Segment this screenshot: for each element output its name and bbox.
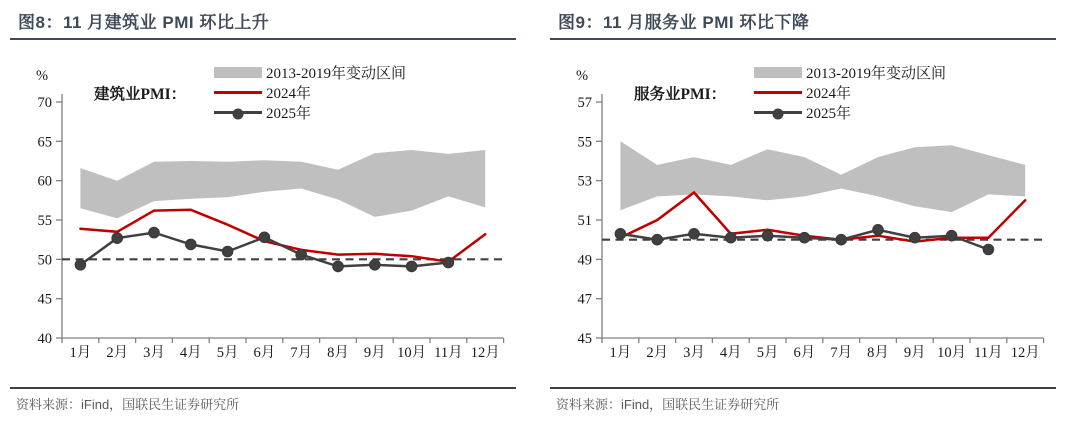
svg-text:3月: 3月 — [143, 345, 165, 361]
legend-item-2025 — [754, 102, 946, 122]
svg-text:5月: 5月 — [216, 345, 239, 361]
legend-item-2024 — [754, 82, 946, 102]
svg-text:47: 47 — [577, 291, 592, 308]
legend-label: 2013-2019年变动区间 — [806, 65, 946, 82]
svg-text:1月: 1月 — [69, 345, 92, 361]
series-label: 建筑业PMI： — [94, 86, 187, 103]
svg-text:7月: 7月 — [830, 345, 853, 361]
svg-text:9月: 9月 — [903, 345, 926, 361]
svg-text:%: % — [35, 68, 49, 84]
line-2024-swatch-icon — [754, 91, 802, 94]
svg-text:4月: 4月 — [719, 345, 742, 361]
legend-label: 2024年 — [266, 85, 312, 102]
source-text: 资料来源：iFind，国联民生证券研究所 — [16, 397, 240, 412]
svg-text:57: 57 — [577, 95, 592, 111]
svg-text:9月: 9月 — [363, 345, 386, 361]
legend-label: 2025年 — [806, 105, 852, 122]
svg-text:51: 51 — [577, 213, 592, 229]
figure-title: 图9：11 月服务业 PMI 环比下降 — [550, 6, 1056, 40]
svg-text:6月: 6月 — [253, 345, 276, 361]
svg-text:12月: 12月 — [1010, 345, 1040, 361]
source-divider — [550, 387, 1056, 389]
svg-text:2月: 2月 — [106, 345, 129, 361]
svg-text:11月: 11月 — [434, 345, 463, 361]
figure-title: 图8：11 月建筑业 PMI 环比上升 — [10, 6, 516, 40]
legend-item-2024 — [214, 82, 406, 102]
svg-text:53: 53 — [577, 173, 592, 190]
svg-text:10月: 10月 — [937, 345, 967, 361]
legend-item-band — [754, 62, 946, 82]
source-divider — [10, 387, 516, 389]
svg-text:55: 55 — [37, 213, 52, 229]
legend-label: 2013-2019年变动区间 — [266, 65, 406, 82]
svg-text:11月: 11月 — [974, 345, 1003, 361]
construction-pmi-chart — [8, 52, 528, 374]
svg-text:65: 65 — [37, 134, 52, 151]
band-swatch-icon — [214, 67, 262, 78]
svg-text:45: 45 — [577, 331, 592, 347]
legend-item-band — [214, 62, 406, 82]
series-label: 服务业PMI： — [634, 86, 727, 103]
svg-text:8月: 8月 — [867, 345, 889, 361]
svg-text:55: 55 — [577, 134, 592, 151]
svg-text:4月: 4月 — [179, 345, 202, 361]
svg-text:%: % — [575, 68, 589, 84]
svg-text:3月: 3月 — [683, 345, 705, 361]
svg-text:50: 50 — [37, 252, 52, 269]
figure-panel-services-pmi — [540, 0, 1080, 427]
svg-text:45: 45 — [37, 291, 52, 308]
svg-text:70: 70 — [37, 95, 52, 111]
svg-text:12月: 12月 — [470, 345, 500, 361]
svg-text:10月: 10月 — [397, 345, 427, 361]
svg-text:40: 40 — [37, 331, 52, 347]
line-2024-swatch-icon — [214, 91, 262, 94]
chart-legend — [214, 62, 406, 122]
svg-text:1月: 1月 — [609, 345, 632, 361]
svg-text:49: 49 — [577, 252, 592, 269]
svg-text:8月: 8月 — [327, 345, 349, 361]
svg-text:6月: 6月 — [793, 345, 816, 361]
services-pmi-chart — [548, 52, 1068, 374]
svg-text:2月: 2月 — [646, 345, 669, 361]
svg-text:7月: 7月 — [290, 345, 313, 361]
source-text: 资料来源：iFind，国联民生证券研究所 — [556, 397, 780, 412]
line-2025-swatch-icon — [214, 111, 262, 114]
legend-item-2025 — [214, 102, 406, 122]
chart-legend — [754, 62, 946, 122]
band-swatch-icon — [754, 67, 802, 78]
legend-label: 2025年 — [266, 105, 312, 122]
legend-label: 2024年 — [806, 85, 852, 102]
svg-text:60: 60 — [37, 173, 52, 190]
line-2025-swatch-icon — [754, 111, 802, 114]
svg-text:5月: 5月 — [756, 345, 779, 361]
